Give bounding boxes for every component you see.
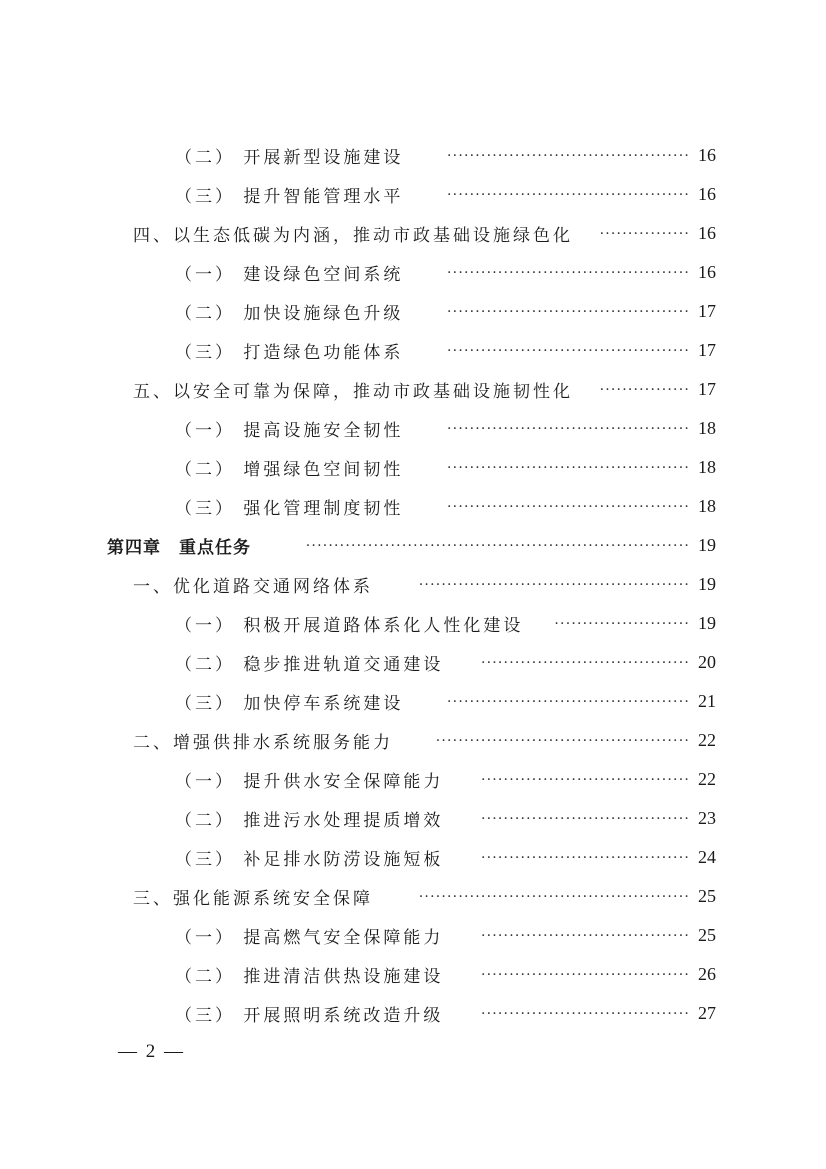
- toc-leader-dots: ···········································: [447, 303, 690, 320]
- toc-entry-page: 16: [698, 262, 716, 282]
- toc-entry-title: （二） 增强绿色空间韧性: [175, 460, 404, 480]
- toc-entry-page: 18: [698, 418, 716, 438]
- toc-entry[interactable]: [0, 448, 826, 487]
- toc-entry[interactable]: [0, 253, 826, 292]
- toc-leader-dots: ···········································: [447, 459, 690, 476]
- toc-entry-title: （一） 积极开展道路体系化人性化建设: [175, 616, 524, 636]
- toc-entry-page: 23: [698, 808, 716, 828]
- toc-leader-dots: ·············································: [435, 732, 690, 749]
- toc-entry-title: （三） 加快停车系统建设: [175, 694, 404, 714]
- toc-leader-dots: ···········································: [447, 264, 690, 281]
- toc-entry[interactable]: [0, 799, 826, 838]
- toc-entry-page: 17: [698, 340, 716, 360]
- toc-entry[interactable]: [0, 487, 826, 526]
- page-number-footer: — 2 —: [118, 1041, 185, 1062]
- toc-leader-dots: ···········································: [447, 186, 690, 203]
- toc-entry[interactable]: [0, 643, 826, 682]
- toc-entry-page: 21: [698, 691, 716, 711]
- toc-entry-title: （二） 稳步推进轨道交通建设: [175, 655, 444, 675]
- toc-entry[interactable]: [0, 916, 826, 955]
- toc-entry[interactable]: [0, 214, 826, 253]
- toc-entry-page: 16: [698, 184, 716, 204]
- toc-entry[interactable]: [0, 409, 826, 448]
- toc-entry-title: 二、增强供排水系统服务能力: [133, 733, 393, 753]
- toc-entry-title: （一） 建设绿色空间系统: [175, 265, 404, 285]
- toc-entry-page: 27: [698, 1003, 716, 1023]
- toc-entry-page: 19: [698, 613, 716, 633]
- toc-entry-page: 19: [698, 574, 716, 594]
- toc-entry-title: （二） 推进污水处理提质增效: [175, 811, 444, 831]
- toc-entry-title: （二） 加快设施绿色升级: [175, 304, 404, 324]
- toc-leader-dots: ···········································: [447, 693, 690, 710]
- toc-entry[interactable]: [0, 877, 826, 916]
- toc-entry[interactable]: [0, 721, 826, 760]
- toc-entry[interactable]: [0, 682, 826, 721]
- toc-entry-page: 18: [698, 496, 716, 516]
- toc-entry-page: 24: [698, 847, 716, 867]
- toc-entry-title: 五、以安全可靠为保障，推动市政基础设施韧性化: [133, 382, 573, 402]
- toc-entry[interactable]: [0, 604, 826, 643]
- toc-entry-title: 第四章 重点任务: [107, 538, 251, 558]
- toc-entry[interactable]: [0, 565, 826, 604]
- toc-entry-title: （三） 打造绿色功能体系: [175, 343, 404, 363]
- toc-leader-dots: ················································: [418, 576, 690, 593]
- toc-leader-dots: ························: [554, 615, 690, 632]
- toc-leader-dots: ·····································: [480, 1005, 690, 1022]
- toc-entry-page: 18: [698, 457, 716, 477]
- toc-entry[interactable]: [0, 331, 826, 370]
- toc-entry-page: 26: [698, 964, 716, 984]
- toc-entry-title: 四、以生态低碳为内涵，推动市政基础设施绿色化: [133, 226, 573, 246]
- toc-leader-dots: ················································: [418, 888, 690, 905]
- toc-entry-title: （一） 提高燃气安全保障能力: [175, 928, 444, 948]
- toc-entry-title: （三） 提升智能管理水平: [175, 187, 404, 207]
- toc-entry-title: （二） 开展新型设施建设: [175, 148, 404, 168]
- toc-leader-dots: ···········································: [447, 342, 690, 359]
- toc-entry-title: （三） 开展照明系统改造升级: [175, 1006, 444, 1026]
- toc-entry[interactable]: [0, 370, 826, 409]
- toc-leader-dots: ·····································: [480, 771, 690, 788]
- toc-entry-title: （二） 推进清洁供热设施建设: [175, 967, 444, 987]
- toc-entry-page: 20: [698, 652, 716, 672]
- toc-entry-title: （一） 提升供水安全保障能力: [175, 772, 444, 792]
- toc-leader-dots: ·····································: [480, 966, 690, 983]
- toc-leader-dots: ···········································: [447, 498, 690, 515]
- toc-entry-title: 三、强化能源系统安全保障: [133, 889, 373, 909]
- toc-leader-dots: ···········································: [447, 147, 690, 164]
- toc-leader-dots: ················: [599, 381, 690, 398]
- toc-leader-dots: ····································································: [305, 537, 690, 554]
- toc-leader-dots: ·····································: [480, 927, 690, 944]
- table-of-contents: [0, 136, 826, 1033]
- toc-entry[interactable]: [0, 994, 826, 1033]
- toc-entry[interactable]: [0, 136, 826, 175]
- toc-entry[interactable]: [0, 955, 826, 994]
- toc-entry[interactable]: [0, 175, 826, 214]
- toc-leader-dots: ················: [599, 225, 690, 242]
- toc-entry-title: （三） 补足排水防涝设施短板: [175, 850, 444, 870]
- toc-entry-title: （三） 强化管理制度韧性: [175, 499, 404, 519]
- toc-entry-page: 19: [698, 535, 716, 555]
- toc-leader-dots: ···········································: [447, 420, 690, 437]
- toc-entry-page: 17: [698, 301, 716, 321]
- toc-entry-page: 25: [698, 886, 716, 906]
- toc-entry[interactable]: [0, 526, 826, 565]
- toc-entry-page: 25: [698, 925, 716, 945]
- toc-leader-dots: ·····································: [480, 654, 690, 671]
- toc-entry-title: （一） 提高设施安全韧性: [175, 421, 404, 441]
- toc-entry[interactable]: [0, 760, 826, 799]
- toc-entry-page: 16: [698, 223, 716, 243]
- toc-entry-title: 一、优化道路交通网络体系: [133, 577, 373, 597]
- toc-leader-dots: ·····································: [480, 810, 690, 827]
- toc-entry[interactable]: [0, 292, 826, 331]
- toc-entry[interactable]: [0, 838, 826, 877]
- toc-entry-page: 22: [698, 730, 716, 750]
- toc-entry-page: 22: [698, 769, 716, 789]
- toc-entry-page: 16: [698, 145, 716, 165]
- toc-entry-page: 17: [698, 379, 716, 399]
- toc-leader-dots: ·····································: [480, 849, 690, 866]
